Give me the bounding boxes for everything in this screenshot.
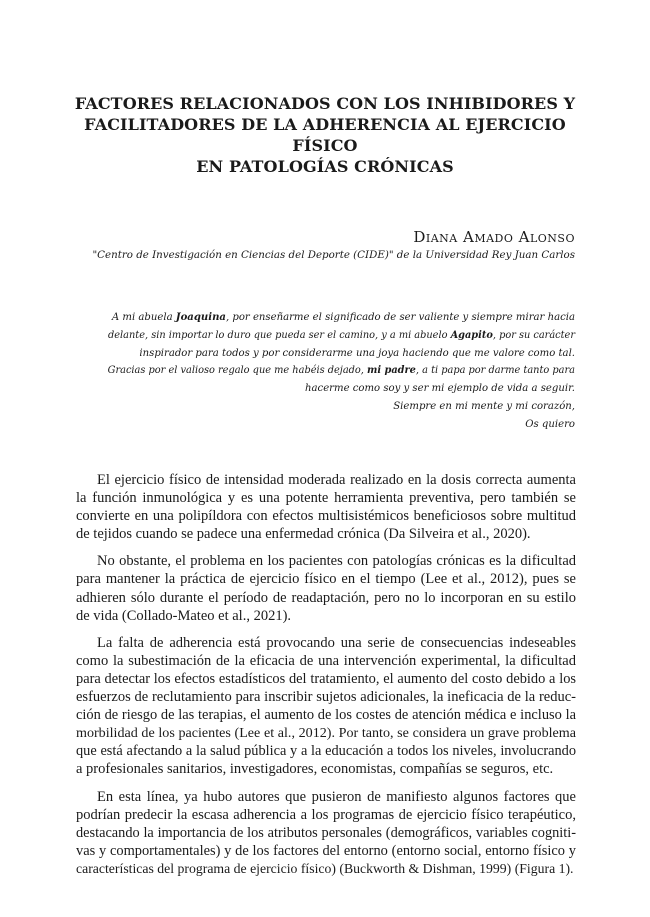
dedication-line: inspirador para todos y por considerarme una joya haciendo que me valore como tal. [139, 347, 575, 359]
dedication-name-agapito: Agapito [450, 329, 493, 341]
dedication-mi-padre: mi padre [367, 365, 416, 377]
body-text [76, 471, 576, 887]
paragraph: La falta de adherencia está provocando una serie de consecuencias indeseables como la subestimación de la eficacia de una intervención experimental, la dificultad para detectar los efectos estadísticos del tratamiento, el aumento del costo debido a los esfuerzos de reclutamiento para inscribir sujetos adicionales, la ineficacia de la reduc- ción de riesgo de las terapias, el aumento de los costes de atención médica e incluso la morbilidad de los pacientes (Lee et al., 2012). Por tanto, se considera un grave problema que está afectando a la salud pública y a la educación a todos los niveles, involucrando a profesionales sanitarios, investigadores, economistas, compañías se seguros, etc. [76, 634, 576, 778]
title-line: EN PATOLOGÍAS CRÓNICAS [196, 157, 454, 176]
dedication-line: A mi abuela Joaquina, por enseñarme el significado de ser valiente y siempre mirar hacia [111, 312, 575, 323]
title-line: FACTORES RELACIONADOS CON LOS INHIBIDORES Y [74, 94, 576, 113]
dedication-line: Siempre en mi mente y mi corazón, [393, 400, 575, 412]
author-affiliation: "Centro de Investigación en Ciencias del Deporte (CIDE)" de la Universidad Rey Juan Carlos [92, 249, 575, 261]
title-line: FACILITADORES DE LA ADHERENCIA AL EJERCICIO FÍSICO [84, 115, 566, 155]
dedication-line: Gracias por el valioso regalo que me habéis dejado, mi padre, a ti papa por darme tanto para [107, 365, 575, 377]
dedication-name-joaquina: Joaquina [175, 312, 226, 323]
dedication-line: delante, sin importar lo duro que pueda ser el camino, y a mi abuelo Agapito, por su carácter [108, 329, 575, 341]
paragraph: No obstante, el problema en los pacientes con patologías crónicas es la dificultad para mantener la práctica de ejercicio físico en el tiempo (Lee et al., 2012), pues se adhieren sólo durante el período de readaptación, pero no lo incorporan en su estilo de vida (Collado-Mateo et al., 2021). [76, 553, 576, 624]
chapter-title [60, 93, 590, 177]
dedication-line: hacerme como soy y ser mi ejemplo de vida a seguir. [305, 383, 575, 395]
paragraph: En esta línea, ya hubo autores que pusieron de manifiesto algunos factores que podrían predecir la escasa adherencia a los programas de ejercicio físico terapéutico, destacando la importancia de los atributos personales (demográficos, variables cogniti- vas y comportamentales) y de los factores del entorno (entorno social, entorno físico y características del programa de ejercicio físico) (Buckworth & Dishman, 1999) (Figura 1). [76, 788, 576, 876]
author-name: Diana Amado Alonso [413, 228, 575, 246]
dedication [105, 309, 575, 434]
paragraph: El ejercicio físico de intensidad moderada realizado en la dosis correcta aumenta la función inmunológica y es una potente herramienta preventiva, pero también se convierte en una polipíldora con efectos multisistémicos beneficiosos sobre multitud de tejidos cuando se padece una enfermedad crónica (Da Silveira et al., 2020). [76, 472, 576, 543]
dedication-line: Os quiero [525, 418, 575, 430]
